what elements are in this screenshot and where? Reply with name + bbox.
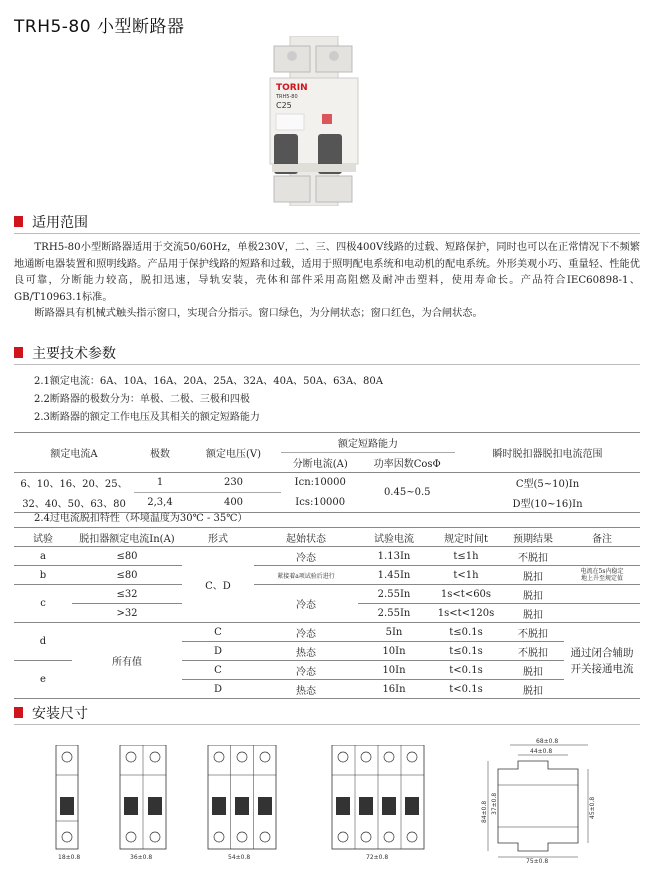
rated-capacity-table	[14, 432, 640, 513]
dim-75: 75±0.8	[526, 858, 549, 865]
th-voltage: 额定电压(V)	[186, 433, 281, 473]
cell-remark	[564, 547, 640, 566]
cell-form: D	[182, 642, 254, 661]
cell-result: 脱扣	[502, 680, 564, 699]
cell-test: c	[14, 585, 72, 623]
dim-44: 44±0.8	[530, 748, 553, 755]
cell-volt1: 230	[186, 473, 281, 493]
cell-cur: 10In	[358, 661, 430, 680]
cell-cur: 2.55In	[358, 585, 430, 604]
cell-result: 脱扣	[502, 566, 564, 585]
cell-remark	[564, 623, 640, 699]
dim-68: 68±0.8	[536, 738, 559, 745]
cell-poles1: 1	[134, 473, 186, 493]
breaker-product-image	[268, 36, 360, 206]
product-brand: TORIN	[276, 83, 308, 93]
cell-state: 冷态	[254, 623, 358, 642]
page-title: TRH5-80 小型断路器	[14, 17, 185, 37]
dim-36: 36±0.8	[130, 854, 153, 861]
scope-paragraphs	[14, 240, 640, 323]
cell-state: 紧接着a项试验后进行	[254, 566, 358, 585]
cell-currents2: 32、40、50、63、80	[14, 493, 134, 513]
th-remark: 备注	[564, 528, 640, 547]
cell-cos: 0.45~0.5	[359, 473, 455, 513]
th-range: 瞬时脱扣器脱扣电流范围	[455, 433, 640, 473]
cell-form: D	[182, 680, 254, 699]
cell-test: d	[14, 623, 72, 661]
cell-cur: 5In	[358, 623, 430, 642]
cell-time: t<0.1s	[430, 661, 502, 680]
cell-cur: 16In	[358, 680, 430, 699]
cell-ics: Ics:10000	[281, 493, 359, 513]
remark-line: 电流在5s内稳定	[580, 568, 624, 575]
list-item: 2.1额定电流：6A、10A、16A、20A、25A、32A、40A、50A、63A、80A	[34, 376, 384, 387]
cell-time: t≤0.1s	[430, 623, 502, 642]
drawing-1p	[52, 745, 82, 865]
dim-18: 18±0.8	[58, 854, 81, 861]
dim-72: 72±0.8	[366, 854, 389, 861]
cell-state: 热态	[254, 642, 358, 661]
list-item: 2.3断路器的额定工作电压及其相关的额定短路能力	[34, 412, 260, 423]
th-short: 额定短路能力	[281, 433, 455, 453]
section-title: 主要技术参数	[32, 346, 116, 362]
scope-p2: 断路器具有机械式触头指示窗口，实现合分指示。窗口绿色，为分闸状态；窗口红色，为合闸状态。	[34, 308, 483, 319]
drawing-2p	[118, 745, 168, 865]
cell-cur: 10In	[358, 642, 430, 661]
cell-result: 不脱扣	[502, 623, 564, 642]
remark-line: 通过闭合辅助	[570, 646, 634, 659]
drawing-3p	[206, 745, 278, 865]
section-marker	[14, 347, 23, 358]
cell-currents1: 6、10、16、20、25、	[20, 479, 128, 491]
trip-characteristic-note: 2.4过电流脱扣特性（环境温度为30℃ - 35℃）	[34, 513, 248, 524]
cell-form: C	[182, 661, 254, 680]
cell-range1: C型(5~10)In	[515, 479, 580, 491]
dim-84: 84±0.8	[481, 800, 488, 823]
cell-icn: Icn:10000	[294, 477, 346, 489]
dim-45: 45±0.8	[589, 796, 596, 819]
th-result: 预期结果	[502, 528, 564, 547]
cell-in: ≤80	[72, 566, 182, 585]
th-test: 试验	[14, 528, 72, 547]
cell-state: 冷态	[254, 661, 358, 680]
remark-line: 地上升至规定值	[580, 575, 623, 582]
th-breaking: 分断电流(A)	[281, 453, 359, 473]
params-list	[34, 373, 383, 427]
cell-result: 不脱扣	[502, 547, 564, 566]
th-form: 形式	[182, 528, 254, 547]
th-poles: 极数	[134, 433, 186, 473]
cell-remark	[564, 604, 640, 623]
cell-range2: D型(10~16)In	[455, 493, 640, 513]
drawing-side-view	[478, 735, 598, 865]
section-params	[14, 343, 640, 363]
product-model: TRH5-80	[276, 94, 298, 100]
cell-time: 1s<t<120s	[430, 604, 502, 623]
cell-test: b	[14, 566, 72, 585]
cell-time: t<1h	[430, 566, 502, 585]
product-rating: C25	[276, 101, 292, 110]
cell-volt2: 400	[186, 493, 281, 513]
cell-cur: 1.13In	[358, 547, 430, 566]
dim-37: 37±0.8	[491, 792, 498, 815]
cell-state: 热态	[254, 680, 358, 699]
cell-state: 冷态	[254, 547, 358, 566]
cell-in: 所有值	[72, 623, 182, 699]
th-current: 额定电流A	[14, 433, 134, 473]
remark-line: 开关接通电流	[570, 662, 634, 675]
cell-form: C、D	[182, 547, 254, 623]
cell-time: 1s<t<60s	[430, 585, 502, 604]
th-cur: 试验电流	[358, 528, 430, 547]
cell-poles2: 2,3,4	[134, 493, 186, 513]
cell-result: 脱扣	[502, 661, 564, 680]
cell-result: 脱扣	[502, 604, 564, 623]
cell-test: e	[14, 661, 72, 699]
cell-result: 不脱扣	[502, 642, 564, 661]
cell-in: ≤32	[72, 585, 182, 604]
th-cos: 功率因数CosΦ	[359, 453, 455, 473]
scope-p1: TRH5-80小型断路器适用于交流50/60Hz，单极230V，二、三、四极400V线路的过载、短路保护，同时也可以在正常情况下不频繁地通断电器装置和照明线路。产品用于保护线路的短路和过载，适用于照明配电系统和电动机的配电系统。外形美观小巧、重量轻、性能优良可靠，分断能力较高，脱扣迅速，导轨安装，壳体和部件采用高阻燃及耐冲击塑料，使用寿命长。产品符合IEC60898-1、GB/T10963.1标准。	[14, 242, 640, 303]
th-time: 规定时间t	[430, 528, 502, 547]
cell-test: a	[14, 547, 72, 566]
th-state: 起始状态	[254, 528, 358, 547]
section-scope	[14, 212, 640, 232]
section-marker	[14, 707, 23, 718]
cell-state: 冷态	[254, 585, 358, 623]
cell-time: t≤1h	[430, 547, 502, 566]
cell-result: 脱扣	[502, 585, 564, 604]
trip-characteristic-table	[14, 527, 640, 699]
cell-time: t≤0.1s	[430, 642, 502, 661]
cell-cur: 2.55In	[358, 604, 430, 623]
dim-54: 54±0.8	[228, 854, 251, 861]
section-title: 适用范围	[32, 215, 88, 231]
cell-remark	[564, 566, 640, 585]
drawing-4p	[330, 745, 426, 865]
list-item: 2.2断路器的极数分为：单极、二极、三极和四极	[34, 394, 250, 405]
cell-time: t<0.1s	[430, 680, 502, 699]
cell-remark	[564, 585, 640, 604]
cell-form: C	[182, 623, 254, 642]
cell-in: >32	[72, 604, 182, 623]
section-marker	[14, 216, 23, 227]
section-dims	[14, 703, 640, 723]
th-in: 脱扣器额定电流In(A)	[72, 528, 182, 547]
section-title: 安装尺寸	[32, 706, 88, 722]
cell-cur: 1.45In	[358, 566, 430, 585]
cell-in: ≤80	[72, 547, 182, 566]
